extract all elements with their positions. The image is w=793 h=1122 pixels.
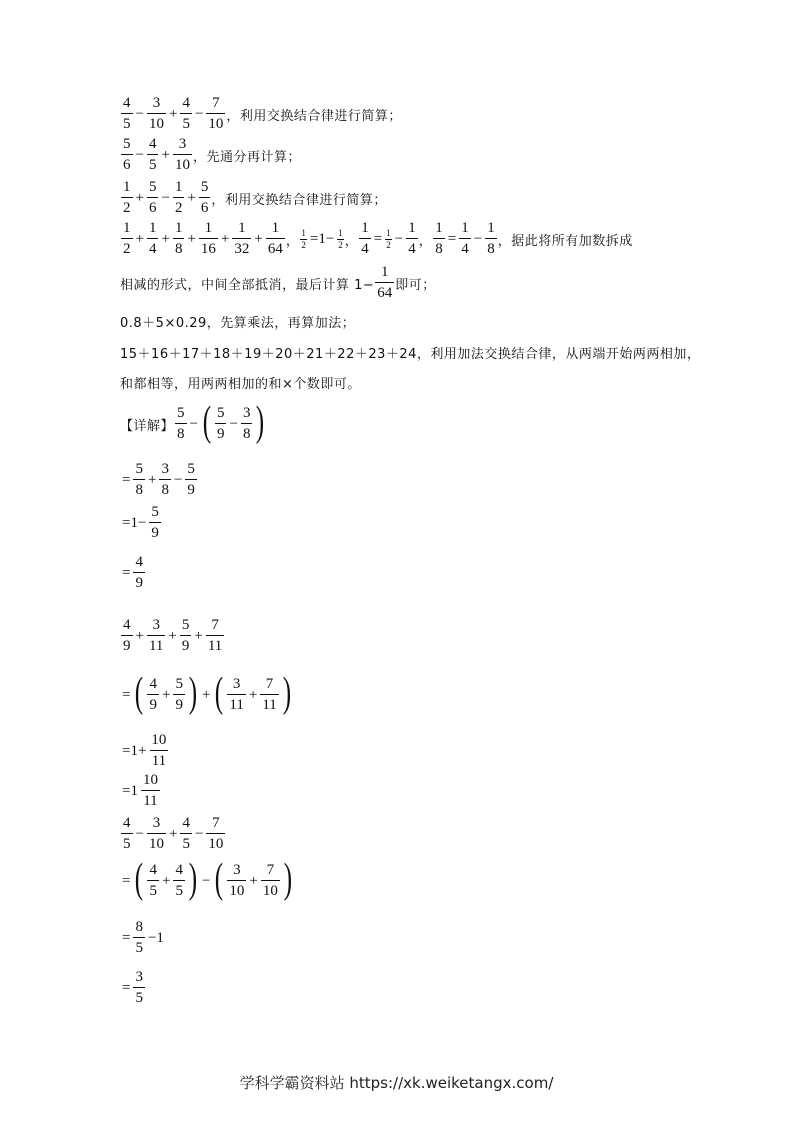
fraction — [147, 180, 159, 216]
fraction — [173, 180, 185, 216]
denominator: 8 — [173, 238, 185, 257]
numerator: 4 — [135, 554, 143, 570]
operator: − — [161, 189, 170, 206]
denominator: 6 — [199, 197, 211, 216]
operator: = — [122, 471, 131, 488]
denominator: 10 — [147, 113, 166, 132]
operator: + — [135, 230, 144, 247]
numerator: 4 — [123, 95, 131, 111]
fraction — [359, 221, 371, 257]
numerator: 1 — [408, 220, 416, 236]
fraction — [206, 816, 225, 852]
denominator: 9 — [133, 572, 145, 591]
numerator: 1 — [361, 220, 369, 236]
numerator: 5 — [177, 405, 185, 421]
numerator: 4 — [149, 676, 157, 692]
numerator: 4 — [182, 815, 190, 831]
fraction — [375, 265, 394, 301]
numerator: 3 — [161, 461, 169, 477]
numerator: 1 — [435, 220, 443, 236]
numerator: 3 — [242, 405, 251, 421]
denominator: 2 — [121, 238, 133, 257]
fraction — [215, 406, 227, 442]
operator: − — [229, 415, 238, 432]
text: ，利用交换结合律进行简算； — [211, 192, 387, 208]
operator: =1− — [309, 230, 335, 247]
parentheses: ( $\frac{4}{9}$ + $\frac{5}{9}$ ) — [135, 670, 198, 716]
operator: − — [473, 230, 483, 247]
detail-step — [120, 920, 166, 956]
operator: = — [122, 929, 131, 946]
denominator: 5 — [133, 937, 145, 956]
fraction — [121, 816, 133, 852]
denominator: 11 — [141, 790, 159, 809]
denominator: 9 — [121, 635, 133, 654]
operator: −1 — [147, 929, 164, 946]
numerator: 4 — [148, 136, 157, 152]
hint-line-5 — [120, 265, 436, 301]
denominator: 4 — [459, 238, 471, 257]
hint-line-7 — [120, 343, 700, 362]
operator: =1 — [122, 782, 138, 799]
denominator: 6 — [121, 154, 133, 173]
text: 即可； — [395, 277, 436, 293]
detail-step — [120, 670, 294, 716]
fraction — [385, 229, 392, 250]
text: ， — [285, 233, 300, 249]
denominator: 5 — [180, 833, 192, 852]
fraction — [180, 96, 192, 132]
fraction — [173, 221, 185, 257]
parentheses: ( $\frac{4}{5}$ + $\frac{4}{5}$ ) — [135, 856, 198, 902]
fraction — [261, 863, 280, 899]
denominator: 2 — [386, 239, 391, 250]
text: ，利用交换结合律进行简算； — [226, 108, 402, 124]
numerator: 3 — [232, 676, 241, 692]
numerator: 5 — [135, 461, 143, 477]
fraction — [433, 221, 445, 257]
fraction — [147, 137, 159, 173]
operator: = — [122, 686, 131, 703]
operator: + — [161, 686, 171, 703]
numerator: 8 — [135, 919, 143, 935]
fraction — [147, 816, 166, 852]
operator: − — [194, 825, 204, 842]
numerator: 1 — [301, 227, 306, 238]
numerator: 7 — [265, 676, 274, 692]
numerator: 5 — [216, 405, 225, 421]
operator: + — [194, 627, 203, 644]
numerator: 4 — [123, 617, 131, 633]
denominator: 10 — [206, 833, 225, 852]
detail-step — [120, 462, 198, 498]
operator: + — [254, 230, 263, 247]
fraction — [147, 221, 159, 257]
operator: + — [220, 230, 230, 247]
numerator: 3 — [152, 815, 161, 831]
denominator: 8 — [175, 423, 187, 442]
numerator: 1 — [123, 220, 131, 236]
detail-step — [120, 773, 161, 809]
operator: + — [248, 686, 258, 703]
operator: − — [135, 146, 144, 163]
fraction — [147, 96, 166, 132]
operator: + — [201, 686, 211, 703]
numerator: 1 — [148, 220, 157, 236]
fraction — [133, 462, 145, 498]
fraction — [337, 229, 344, 250]
operator: + — [161, 146, 170, 163]
denominator: 4 — [359, 238, 371, 257]
denominator: 2 — [173, 197, 185, 216]
numerator: 1 — [174, 220, 183, 236]
operator: =1+ — [122, 742, 147, 759]
operator: + — [168, 825, 178, 842]
hint-line-4 — [120, 221, 633, 257]
denominator: 10 — [227, 880, 246, 899]
numerator: 1 — [487, 220, 495, 236]
denominator: 2 — [121, 197, 133, 216]
denominator: 8 — [241, 423, 253, 442]
numerator: 1 — [204, 220, 213, 236]
denominator: 5 — [121, 113, 133, 132]
denominator: 9 — [180, 635, 192, 654]
detail-step — [120, 555, 146, 591]
denominator: 5 — [133, 987, 145, 1006]
detail-problem-2 — [120, 618, 225, 654]
numerator: 3 — [233, 862, 241, 878]
operator: =1− — [122, 514, 147, 531]
operator: + — [135, 189, 144, 206]
operator: − — [194, 105, 204, 122]
operator: = — [447, 230, 457, 247]
denominator: 10 — [206, 113, 225, 132]
text: 【详解】 — [120, 418, 175, 434]
hint-text: 15＋16＋17＋18＋19＋20＋21＋22＋23＋24，利用加法交换结合律，从两端开始两两相加， — [120, 347, 701, 362]
fraction — [175, 406, 187, 442]
operator: + — [147, 471, 157, 488]
fraction — [232, 221, 251, 257]
denominator: 11 — [147, 635, 165, 654]
denominator: 16 — [199, 238, 218, 257]
fraction — [149, 733, 168, 769]
fraction — [459, 221, 471, 257]
fraction — [180, 816, 192, 852]
operator: = — [373, 230, 383, 247]
numerator: 1 — [338, 227, 343, 238]
operator: − — [189, 415, 198, 432]
text: ，先通分再计算； — [192, 149, 301, 165]
denominator: 8 — [159, 479, 171, 498]
operator: + — [187, 189, 196, 206]
operator: = — [122, 979, 131, 996]
denominator: 10 — [173, 154, 192, 173]
denominator: 11 — [260, 694, 278, 713]
denominator: 5 — [147, 880, 159, 899]
denominator: 2 — [301, 239, 306, 250]
numerator: 3 — [135, 969, 143, 985]
fraction — [406, 221, 418, 257]
denominator: 11 — [227, 694, 245, 713]
fraction — [206, 96, 225, 132]
fraction — [147, 677, 159, 713]
denominator: 10 — [261, 880, 280, 899]
denominator: 5 — [147, 154, 159, 173]
denominator: 10 — [147, 833, 166, 852]
numerator: 1 — [123, 179, 131, 195]
denominator: 9 — [215, 423, 227, 442]
operator: − — [135, 105, 144, 122]
numerator: 5 — [200, 179, 209, 195]
operator: + — [168, 627, 177, 644]
numerator: 5 — [123, 136, 131, 152]
numerator: 1 — [271, 220, 280, 236]
operator: − — [173, 471, 183, 488]
numerator: 1 — [238, 220, 246, 236]
numerator: 5 — [181, 617, 190, 633]
hint-line-8 — [120, 373, 361, 392]
numerator: 4 — [123, 815, 131, 831]
operator: + — [187, 230, 196, 247]
operator: − — [394, 230, 404, 247]
numerator: 1 — [461, 220, 469, 236]
operator: + — [168, 105, 178, 122]
fraction — [173, 677, 185, 713]
footer-watermark: 学科学霸资料站 https://xk.weiketangx.com/ — [239, 1074, 554, 1092]
hint-text: 和都相等，用两两相加的和×个数即可。 — [120, 377, 361, 392]
hint-line-3 — [120, 180, 387, 216]
denominator: 64 — [375, 282, 394, 301]
fraction — [227, 677, 245, 713]
text: 相减的形式，中间全部抵消，最后计算 1− — [120, 277, 375, 293]
denominator: 4 — [147, 238, 159, 257]
detail-step — [120, 733, 169, 769]
numerator: 5 — [151, 504, 159, 520]
numerator: 7 — [266, 862, 275, 878]
detail-step — [120, 505, 162, 541]
hint-line-6 — [120, 312, 355, 331]
numerator: 3 — [178, 136, 187, 152]
fraction — [147, 618, 165, 654]
numerator: 7 — [212, 95, 220, 111]
denominator: 9 — [185, 479, 197, 498]
operator: + — [161, 872, 171, 889]
denominator: 5 — [180, 113, 192, 132]
operator: + — [135, 627, 144, 644]
fraction — [121, 221, 133, 257]
detail-step — [120, 970, 146, 1006]
denominator: 32 — [232, 238, 251, 257]
numerator: 7 — [211, 617, 219, 633]
numerator: 10 — [142, 772, 158, 788]
detail-problem-1 — [120, 399, 267, 445]
text: ， — [418, 233, 433, 249]
fraction — [241, 406, 253, 442]
operator: = — [122, 564, 131, 581]
fraction — [300, 229, 307, 250]
operator: − — [201, 872, 211, 889]
fraction — [173, 137, 192, 173]
denominator: 5 — [121, 833, 133, 852]
text: ， — [344, 233, 359, 249]
numerator: 4 — [175, 862, 183, 878]
fraction — [159, 462, 171, 498]
fraction — [227, 863, 246, 899]
detail-step — [120, 856, 295, 902]
numerator: 5 — [175, 676, 183, 692]
denominator: 11 — [206, 635, 224, 654]
fraction — [133, 555, 145, 591]
fraction — [121, 618, 133, 654]
numerator: 4 — [182, 95, 190, 111]
text: ，据此将所有加数拆成 — [497, 233, 633, 249]
operator: + — [161, 230, 170, 247]
numerator: 10 — [151, 732, 167, 748]
denominator: 8 — [485, 238, 497, 257]
numerator: 5 — [148, 179, 157, 195]
fraction — [206, 618, 224, 654]
fraction — [147, 863, 159, 899]
numerator: 4 — [149, 862, 157, 878]
denominator: 9 — [149, 522, 161, 541]
hint-text: 0.8＋5×0.29，先算乘法，再算加法； — [120, 316, 356, 331]
numerator: 1 — [386, 227, 391, 238]
fraction — [173, 863, 185, 899]
operator: + — [249, 872, 258, 889]
parentheses: ( $\frac{5}{9}$ − $\frac{3}{8}$ ) — [202, 399, 265, 445]
fraction — [121, 137, 133, 173]
denominator: 9 — [147, 694, 159, 713]
hint-line-1 — [120, 96, 402, 132]
fraction — [260, 677, 278, 713]
fraction — [141, 773, 160, 809]
hint-line-2 — [120, 137, 301, 173]
fraction — [133, 920, 145, 956]
denominator: 6 — [147, 197, 159, 216]
numerator: 7 — [212, 815, 220, 831]
parentheses: ( $\frac{3}{11}$ + $\frac{7}{11}$ ) — [215, 670, 291, 716]
denominator: 5 — [173, 880, 185, 899]
fraction — [180, 618, 192, 654]
denominator: 9 — [173, 694, 185, 713]
operator: = — [122, 872, 131, 889]
numerator: 5 — [187, 461, 195, 477]
fraction — [199, 221, 218, 257]
parentheses: ( $\frac{3}{10}$ + $\frac{7}{10}$ ) — [215, 856, 293, 902]
denominator: 4 — [406, 238, 418, 257]
fraction — [199, 180, 211, 216]
fraction — [266, 221, 285, 257]
numerator: 1 — [174, 179, 183, 195]
numerator: 3 — [152, 617, 160, 633]
detail-problem-3 — [120, 816, 226, 852]
denominator: 8 — [133, 479, 145, 498]
fraction — [185, 462, 197, 498]
denominator: 2 — [338, 239, 343, 250]
numerator: 1 — [381, 264, 389, 280]
fraction — [133, 970, 145, 1006]
denominator: 64 — [266, 238, 285, 257]
fraction — [121, 96, 133, 132]
fraction — [121, 180, 133, 216]
fraction — [149, 505, 161, 541]
denominator: 11 — [150, 750, 168, 769]
operator: − — [135, 825, 144, 842]
fraction — [485, 221, 497, 257]
numerator: 3 — [152, 95, 161, 111]
denominator: 8 — [433, 238, 445, 257]
